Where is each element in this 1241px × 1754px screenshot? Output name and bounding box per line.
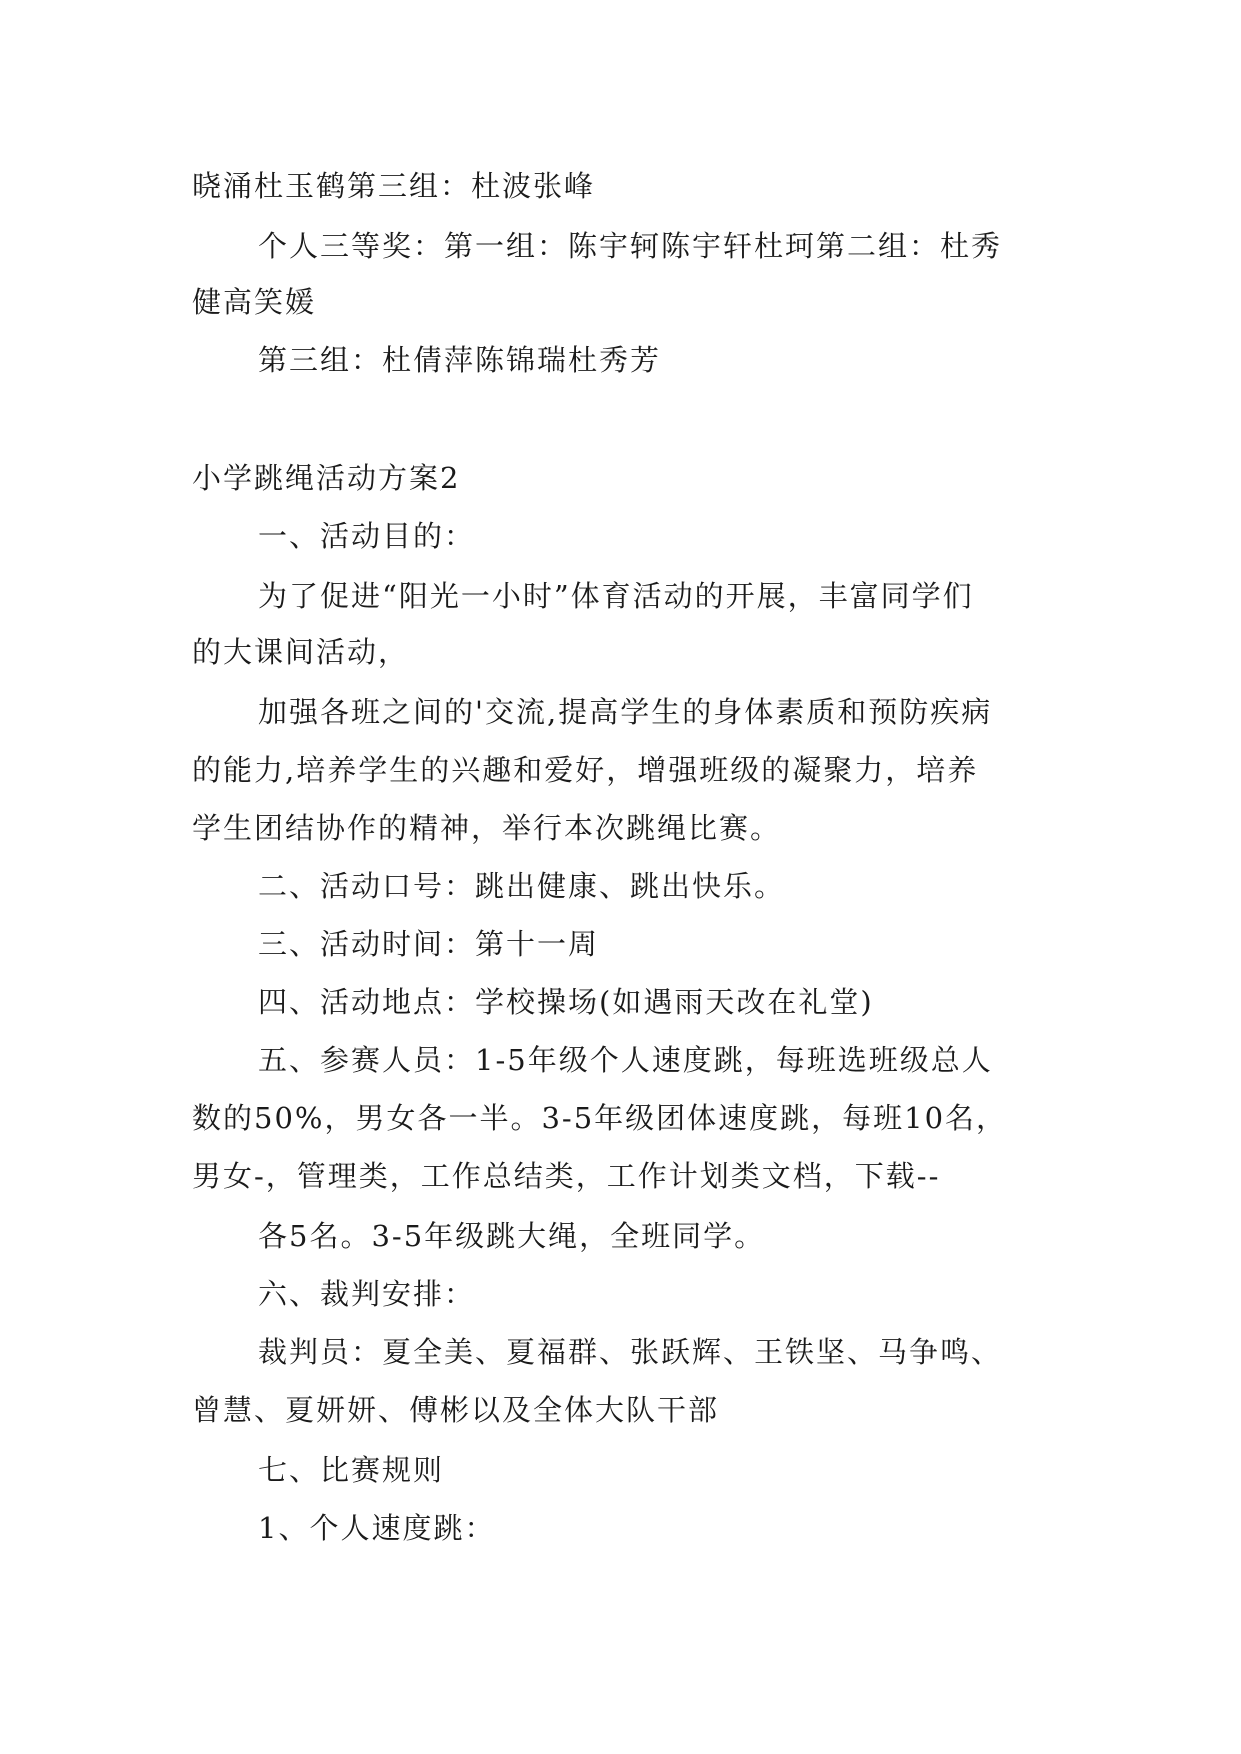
text-line: 1、个人速度跳： [258, 1511, 496, 1545]
text-line: 三、活动时间：第十一周 [258, 927, 600, 961]
text-line: 加强各班之间的'交流,提高学生的身体素质和预防疾病 [258, 695, 993, 729]
text-line: 健高笑媛 [192, 285, 317, 319]
text-line: 六、裁判安排： [258, 1277, 476, 1311]
section-heading: 小学跳绳活动方案2 [192, 461, 461, 495]
text-line: 一、活动目的： [258, 519, 476, 553]
text-line: 五、参赛人员：1-5年级个人速度跳，每班选班级总人 [258, 1043, 993, 1077]
text-line: 个人三等奖：第一组：陈宇轲陈宇轩杜珂第二组：杜秀 [258, 229, 1003, 263]
text-line: 男女-，管理类，工作总结类，工作计划类文档，下载-- [192, 1159, 941, 1193]
text-line: 晓涌杜玉鹤第三组：杜波张峰 [192, 169, 596, 203]
text-line: 的大课间活动， [192, 635, 410, 669]
text-line: 四、活动地点：学校操场(如遇雨天改在礼堂) [258, 985, 874, 1019]
text-line: 曾慧、夏妍妍、傅彬以及全体大队干部 [192, 1393, 720, 1427]
text-line: 数的50%，男女各一半。3-5年级团体速度跳，每班10名， [192, 1101, 1008, 1135]
text-line: 七、比赛规则 [258, 1453, 445, 1487]
text-line: 二、活动口号：跳出健康、跳出快乐。 [258, 869, 786, 903]
text-line: 裁判员：夏全美、夏福群、张跃辉、王铁坚、马争鸣、 [258, 1335, 1003, 1369]
text-line: 各5名。3-5年级跳大绳，全班同学。 [258, 1219, 766, 1253]
text-line: 的能力,培养学生的兴趣和爱好，增强班级的凝聚力，培养 [192, 753, 979, 787]
text-line: 为了促进“阳光一小时”体育活动的开展，丰富同学们 [258, 579, 974, 613]
text-line: 第三组：杜倩萍陈锦瑞杜秀芳 [258, 343, 662, 377]
text-line: 学生团结协作的精神，举行本次跳绳比赛。 [192, 811, 782, 845]
